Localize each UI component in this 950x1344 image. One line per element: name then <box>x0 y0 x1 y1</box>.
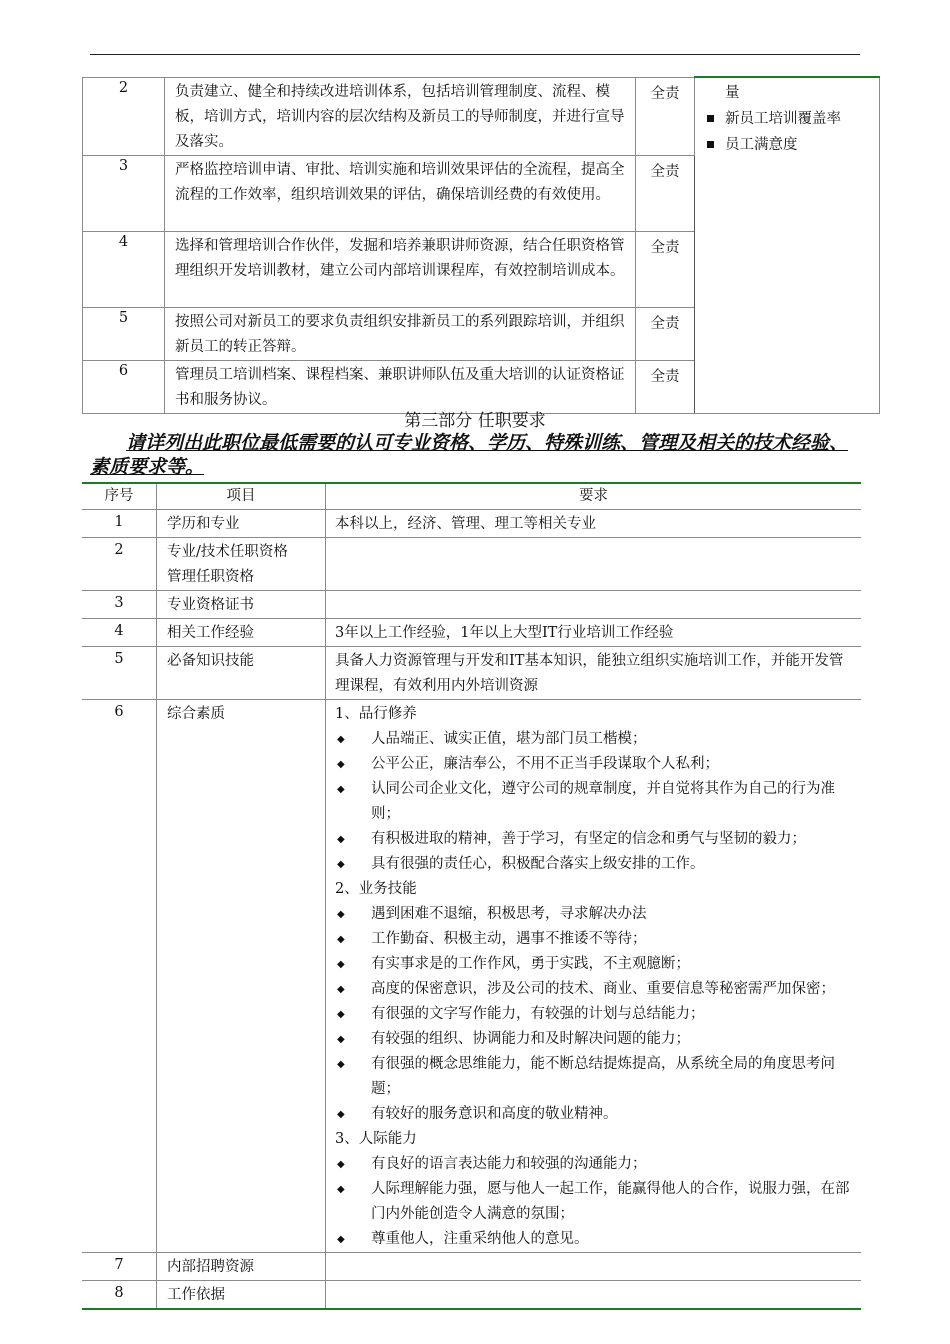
qualities-group-title: 2、业务技能 <box>335 881 417 897</box>
responsibility-text: 负责建立、健全和持续改进培训体系，包括培训管理制度、流程、模板，培训方式，培训内容的层次结构及新员工的导师制度，并进行宣导及落实。 <box>165 77 636 155</box>
row-number: 6 <box>83 360 165 413</box>
quality-item: ◆ 有很强的文字写作能力，有较强的计划与总结能力； <box>335 1002 855 1027</box>
requirements-table <box>82 482 861 1310</box>
quality-item: ◆ 公平公正，廉洁奉公，不用不正当手段谋取个人私利； <box>335 752 855 777</box>
row-requirement <box>326 591 862 619</box>
responsibility-level: 全责 <box>636 155 695 231</box>
quality-item: ◆ 人际理解能力强，愿与他人一起工作，能赢得他人的合作，说服力强，在部门内外能创造令人满意的氛围； <box>335 1177 855 1227</box>
instruction-text: 请详列出此职位最低需要的认可专业资格、学历、特殊训练、管理及相关的技术经验、素质要求等。 <box>90 432 849 478</box>
row-requirement <box>326 538 862 591</box>
quality-item: ◆ 高度的保密意识，涉及公司的技术、商业、重要信息等秘密需严加保密； <box>335 977 855 1002</box>
quality-item: ◆ 有实事求是的工作作风，勇于实践，不主观臆断； <box>335 952 855 977</box>
quality-item: ◆ 人品端正、诚实正值，堪为部门员工楷模； <box>335 727 855 752</box>
quality-item: ◆ 有很强的概念思维能力，能不断总结提炼提高，从系统全局的角度思考问题； <box>335 1052 855 1102</box>
row-number: 6 <box>82 700 157 1253</box>
table-row <box>82 700 861 1253</box>
header-no: 序号 <box>82 483 157 510</box>
table-row <box>82 538 861 591</box>
responsibility-text: 选择和管理培训合作伙伴，发掘和培养兼职讲师资源，结合任职资格管理组织开发培训教材，建立公司内部培训课程库，有效控制培训成本。 <box>165 231 636 307</box>
row-item-line: 专业/技术任职资格 <box>167 544 288 560</box>
row-item: 内部招聘资源 <box>157 1253 326 1281</box>
quality-item: ◆ 有积极进取的精神，善于学习，有坚定的信念和勇气与坚韧的毅力； <box>335 827 855 852</box>
quality-item: ◆ 有较强的组织、协调能力和及时解决问题的能力； <box>335 1027 855 1052</box>
responsibility-table <box>82 76 880 414</box>
row-requirement <box>326 1253 862 1281</box>
quality-item: ◆ 工作勤奋、积极主动，遇事不推诿不等待； <box>335 927 855 952</box>
responsibility-text: 按照公司对新员工的要求负责组织安排新员工的系列跟踪培训，并组织新员工的转正答辩。 <box>165 307 636 360</box>
row-item: 工作依据 <box>157 1281 326 1310</box>
table-row <box>82 1253 861 1281</box>
responsibility-text: 管理员工培训档案、课程档案、兼职讲师队伍及重大培训的认证资格证书和服务协议。 <box>165 360 636 413</box>
row-number: 8 <box>82 1281 157 1310</box>
table-row <box>82 510 861 538</box>
row-number: 3 <box>83 155 165 231</box>
row-item: 专业资格证书 <box>157 591 326 619</box>
table-row <box>83 77 880 155</box>
row-number: 2 <box>83 77 165 155</box>
responsibility-level: 全责 <box>636 231 695 307</box>
table-row <box>82 619 861 647</box>
row-number: 5 <box>83 307 165 360</box>
kpi-continuation: 量 <box>725 85 740 101</box>
header-item: 项目 <box>157 483 326 510</box>
section-title: 第三部分 任职要求 <box>404 411 546 431</box>
row-number: 3 <box>82 591 157 619</box>
header-rule <box>90 54 860 55</box>
quality-item: ◆ 有良好的语言表达能力和较强的沟通能力； <box>335 1152 855 1177</box>
quality-item: ◆ 尊重他人，注重采纳他人的意见。 <box>335 1227 855 1252</box>
row-item: 学历和专业 <box>157 510 326 538</box>
row-requirement: 本科以上，经济、管理、理工等相关专业 <box>326 510 862 538</box>
quality-item: ◆ 具有很强的责任心，积极配合落实上级安排的工作。 <box>335 852 855 877</box>
kpi-item: 新员工培训覆盖率 <box>707 106 873 132</box>
row-item-line: 管理任职资格 <box>167 569 254 585</box>
responsibility-level: 全责 <box>636 77 695 155</box>
qualities-group-title: 3、人际能力 <box>335 1131 417 1147</box>
responsibility-level: 全责 <box>636 360 695 413</box>
row-requirement <box>326 1281 862 1310</box>
kpi-list <box>707 106 873 158</box>
quality-item: ◆ 认同公司企业文化，遵守公司的规章制度，并自觉将其作为自己的行为准则； <box>335 777 855 827</box>
row-requirement: 3年以上工作经验，1年以上大型IT行业培训工作经验 <box>326 619 862 647</box>
responsibility-level: 全责 <box>636 307 695 360</box>
table-row <box>82 647 861 700</box>
section-instruction <box>90 431 865 479</box>
qualities-group-title: 1、品行修养 <box>335 706 417 722</box>
quality-item: ◆ 有较好的服务意识和高度的敬业精神。 <box>335 1102 855 1127</box>
table-row <box>82 591 861 619</box>
row-item: 相关工作经验 <box>157 619 326 647</box>
row-item <box>157 538 326 591</box>
row-number: 2 <box>82 538 157 591</box>
row-number: 4 <box>83 231 165 307</box>
row-number: 4 <box>82 619 157 647</box>
table-row <box>82 1281 861 1310</box>
table-header-row <box>82 483 861 510</box>
header-requirement: 要求 <box>326 483 862 510</box>
kpi-cell <box>695 77 880 413</box>
kpi-item: 员工满意度 <box>707 132 873 158</box>
quality-item: ◆ 遇到困难不退缩，积极思考，寻求解决办法 <box>335 902 855 927</box>
row-item: 必备知识技能 <box>157 647 326 700</box>
row-item: 综合素质 <box>157 700 326 1253</box>
qualities-cell <box>326 700 862 1253</box>
row-number: 7 <box>82 1253 157 1281</box>
responsibility-text: 严格监控培训申请、审批、培训实施和培训效果评估的全流程，提高全流程的工作效率，组织培训效果的评估，确保培训经费的有效使用。 <box>165 155 636 231</box>
row-number: 1 <box>82 510 157 538</box>
row-number: 5 <box>82 647 157 700</box>
row-requirement: 具备人力资源管理与开发和IT基本知识，能独立组织实施培训工作，并能开发管理课程，有效利用内外培训资源 <box>326 647 862 700</box>
